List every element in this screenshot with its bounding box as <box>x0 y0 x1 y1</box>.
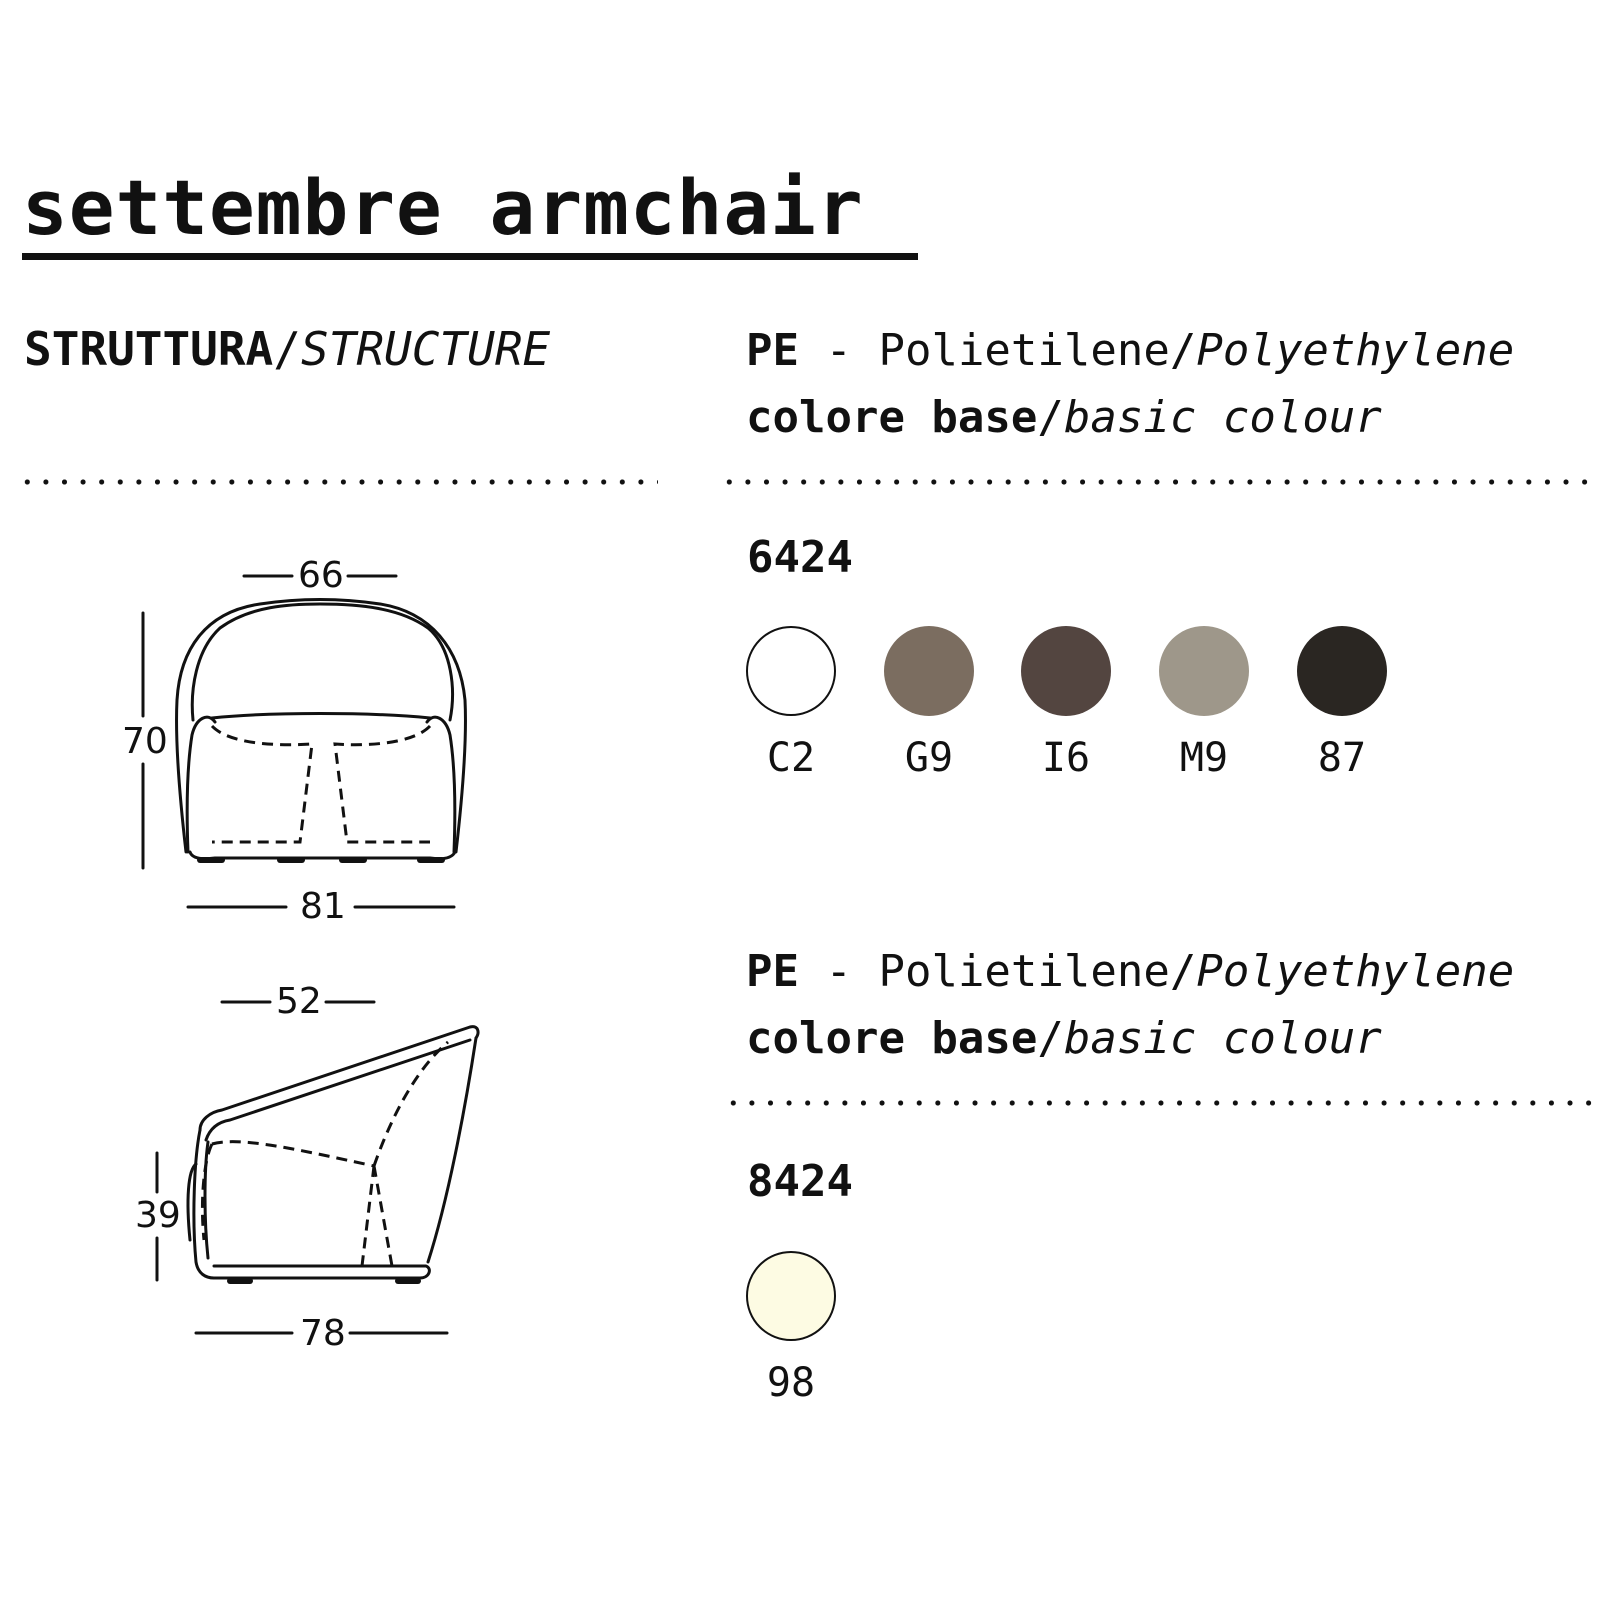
material-2-colour-en: basic colour <box>1063 1013 1382 1064</box>
front-view-seams <box>212 726 430 842</box>
front-view-drawing <box>143 576 465 907</box>
material-2-colour-it: colore base <box>746 1013 1038 1064</box>
material-1-abbr: PE <box>746 325 799 376</box>
material-1-colour-sep: / <box>1037 392 1064 443</box>
material-2-abbr: PE <box>746 946 799 997</box>
structure-label-en: STRUCTURE <box>300 322 551 376</box>
dim-front-width-top: 66 <box>298 555 344 596</box>
dim-side-seat-height: 39 <box>135 1195 181 1236</box>
dim-front-height: 70 <box>122 721 168 762</box>
colour-label-g9: G9 <box>904 735 954 781</box>
dim-side-depth-top: 52 <box>276 981 322 1022</box>
material-2-it: Polietilene <box>878 946 1170 997</box>
dim-side-depth-bottom: 78 <box>300 1313 346 1354</box>
material-1-code: 6424 <box>747 532 853 583</box>
material-2-code: 8424 <box>747 1156 853 1207</box>
page-title: settembre armchair <box>22 163 864 252</box>
colour-label-m9: M9 <box>1179 735 1229 781</box>
material-2-sep: / <box>1169 946 1197 997</box>
structure-label-it: STRUTTURA <box>24 322 274 376</box>
material-1-sep: / <box>1169 325 1197 376</box>
material-1-colour-it: colore base <box>746 392 1038 443</box>
material-1-it: Polietilene <box>878 325 1170 376</box>
material-2-en: Polyethylene <box>1196 946 1515 997</box>
structure-separator: / <box>273 322 301 376</box>
material-2-dash: - <box>798 946 879 997</box>
material-1-colour-en: basic colour <box>1063 392 1382 443</box>
material-2-colour-sep: / <box>1037 1013 1064 1064</box>
colour-label-c2: C2 <box>766 735 816 781</box>
colour-label-87: 87 <box>1317 735 1367 781</box>
colour-label-i6: I6 <box>1041 735 1091 781</box>
material-1-dash: - <box>798 325 879 376</box>
colour-label-98: 98 <box>766 1360 816 1406</box>
dim-front-width-bottom: 81 <box>300 886 346 927</box>
material-1-en: Polyethylene <box>1196 325 1515 376</box>
